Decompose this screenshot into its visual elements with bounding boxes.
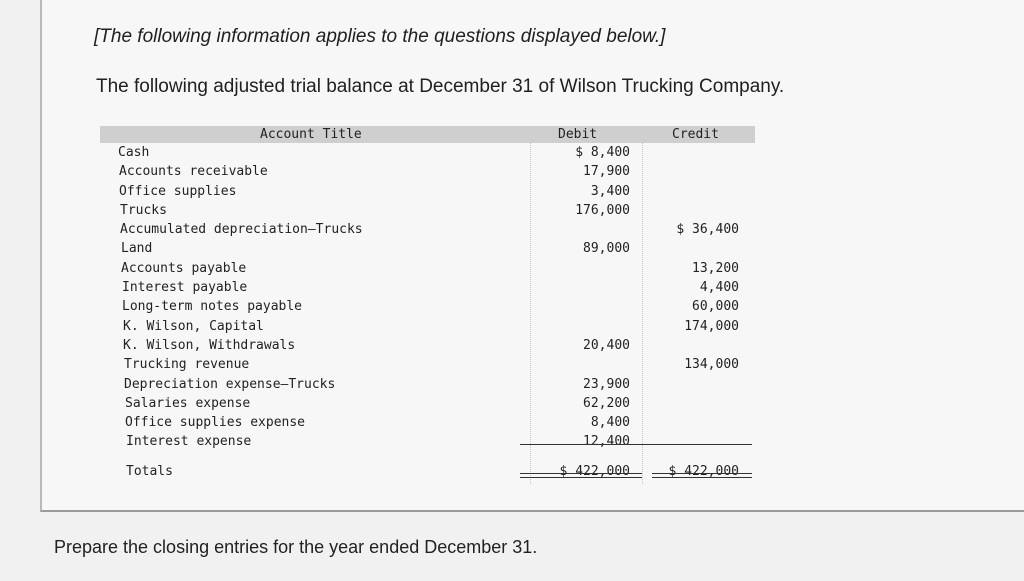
- debit-cell: 62,200: [583, 395, 630, 411]
- header-credit: Credit: [672, 127, 719, 142]
- debit-double-rule: [520, 473, 642, 478]
- account-cell: Interest payable: [122, 280, 248, 296]
- table-header: [100, 126, 755, 143]
- debit-cell: 17,900: [583, 164, 630, 180]
- account-cell: Accounts payable: [121, 260, 247, 276]
- debit-cell: 8,400: [590, 415, 630, 431]
- table-row: [100, 317, 755, 336]
- table-body: [100, 143, 755, 452]
- table-row: [100, 220, 755, 239]
- debit-cell: 23,900: [583, 376, 630, 392]
- table-row: [100, 355, 755, 374]
- credit-cell: 13,200: [692, 260, 739, 276]
- lead-text: The following adjusted trial balance at December 31 of Wilson Trucking Company.: [96, 76, 785, 97]
- intro-note: [The following information applies to the questions displayed below.]: [94, 26, 666, 47]
- header-debit: Debit: [558, 127, 598, 142]
- debit-cell: 12,400: [583, 434, 630, 450]
- account-cell: Long-term notes payable: [122, 299, 303, 315]
- account-cell: K. Wilson, Capital: [123, 318, 264, 334]
- account-cell: Interest expense: [126, 434, 252, 450]
- table-row: [100, 143, 755, 162]
- table-row: [100, 375, 755, 394]
- credit-cell: $ 36,400: [676, 222, 739, 238]
- account-cell: Accounts receivable: [119, 164, 268, 180]
- account-cell: Depreciation expense—Trucks: [124, 376, 336, 392]
- totals-credit: $ 422,000: [668, 463, 739, 479]
- totals-debit: $ 422,000: [559, 463, 630, 479]
- credit-cell: 4,400: [699, 280, 739, 296]
- credit-cell: 134,000: [684, 357, 739, 373]
- table-row: [100, 201, 755, 220]
- totals-label: Totals: [126, 463, 173, 479]
- credit-cell: 60,000: [692, 299, 739, 315]
- table-row: [100, 413, 755, 432]
- credit-double-rule: [652, 473, 752, 478]
- table-row: [100, 394, 755, 413]
- debit-cell: 89,000: [583, 241, 630, 257]
- debit-cell: 176,000: [575, 202, 630, 218]
- table-row: [100, 297, 755, 316]
- account-cell: Trucking revenue: [124, 357, 250, 373]
- trial-balance-table: [100, 126, 755, 480]
- table-row: [100, 432, 755, 451]
- account-cell: K. Wilson, Withdrawals: [123, 337, 296, 353]
- table-row: [100, 182, 755, 201]
- subtotal-rule: [520, 444, 752, 445]
- account-cell: Trucks: [120, 202, 167, 218]
- table-row: [100, 259, 755, 278]
- account-cell: Office supplies expense: [125, 415, 306, 431]
- header-account-title: Account Title: [260, 127, 362, 142]
- debit-cell: $ 8,400: [575, 145, 630, 160]
- debit-cell: 20,400: [583, 337, 630, 353]
- debit-cell: 3,400: [590, 183, 630, 199]
- account-cell: Cash: [118, 145, 150, 160]
- table-row: [100, 336, 755, 355]
- account-cell: Salaries expense: [125, 395, 251, 411]
- account-cell: Land: [121, 241, 153, 257]
- question-prompt: Prepare the closing entries for the year ended December 31.: [54, 537, 538, 557]
- account-cell: Accumulated depreciation—Trucks: [120, 222, 363, 238]
- table-row: [100, 239, 755, 258]
- table-row: [100, 278, 755, 297]
- table-row: [100, 162, 755, 181]
- account-cell: Office supplies: [119, 183, 237, 199]
- credit-cell: 174,000: [684, 318, 739, 334]
